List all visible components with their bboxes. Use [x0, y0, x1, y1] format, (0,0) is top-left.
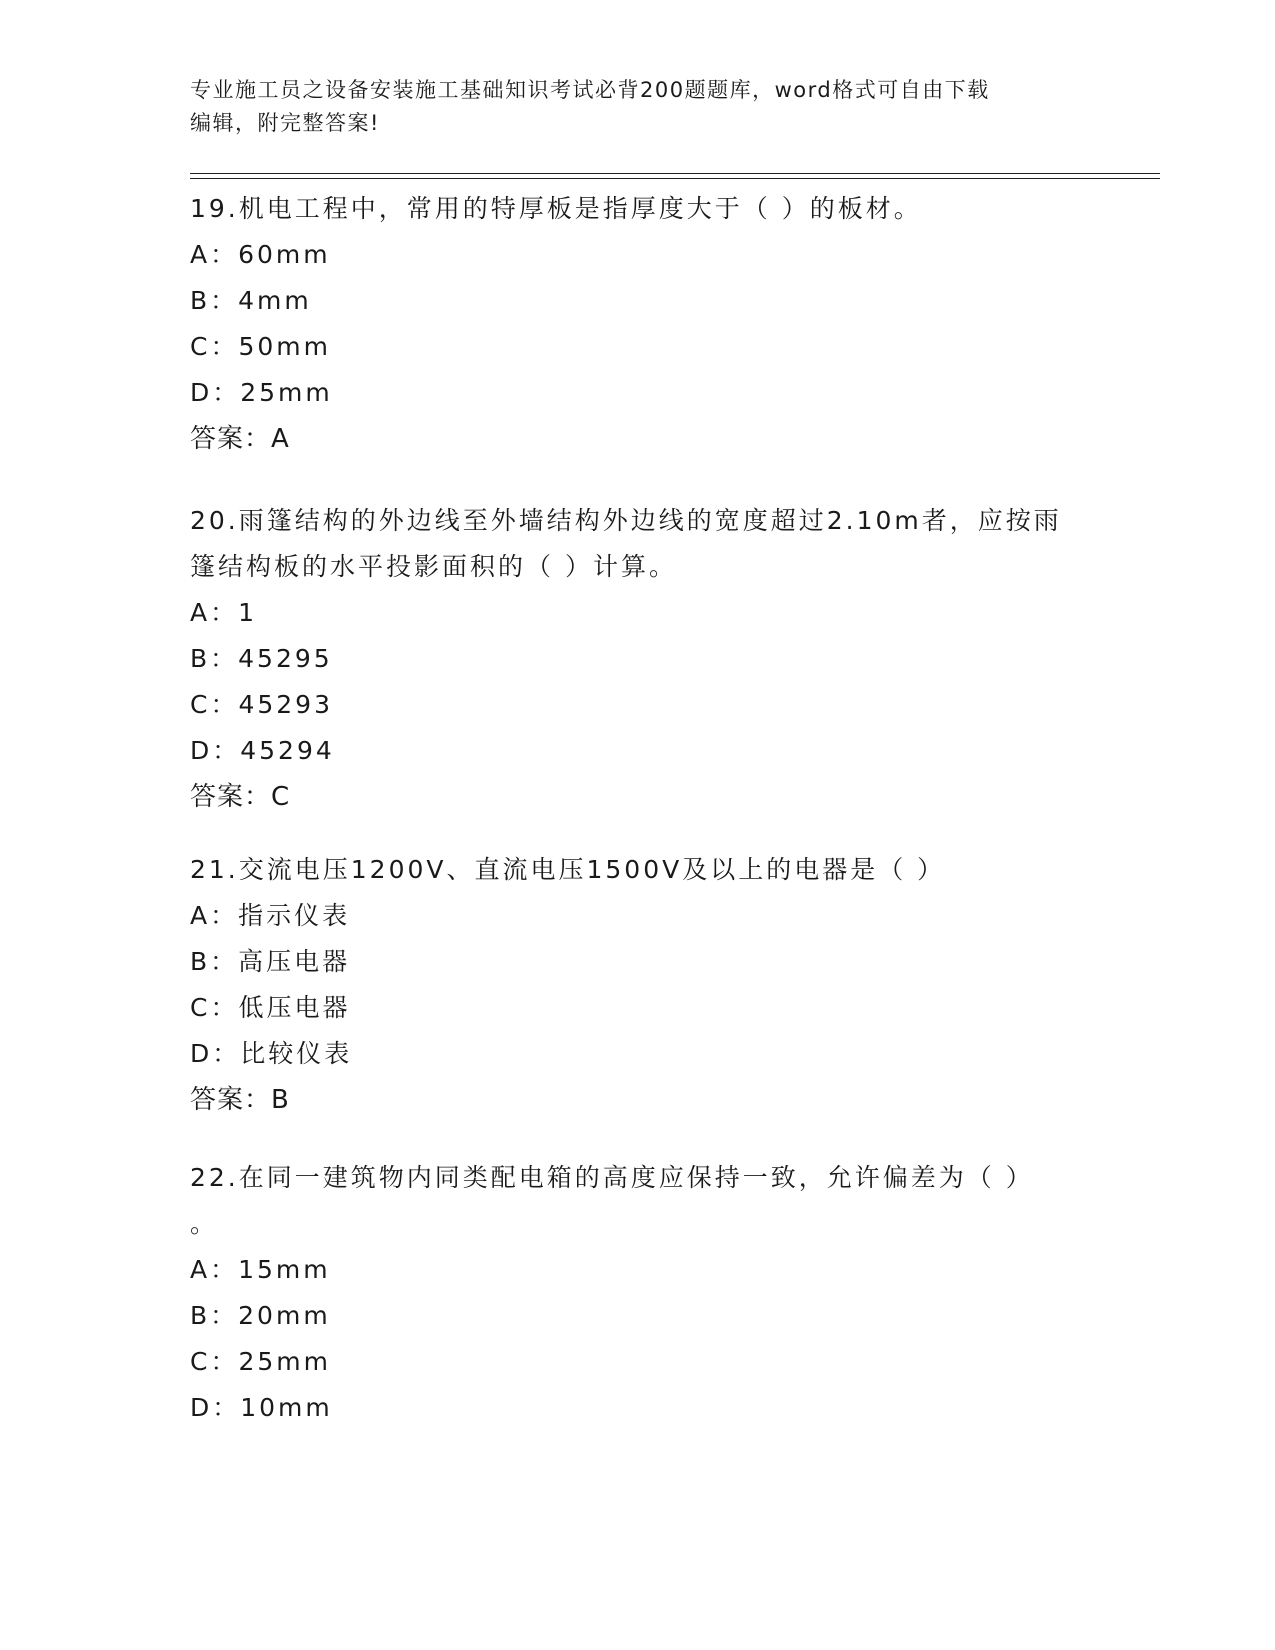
- question-stem-line-1: 20.雨篷结构的外边线至外墙结构外边线的宽度超过2.10m者，应按雨: [190, 506, 1062, 535]
- option-d: D：10mm: [190, 1393, 333, 1422]
- question-22: [190, 1155, 1090, 1431]
- option-a: A：15mm: [190, 1255, 331, 1284]
- header-line-2: 编辑，附完整答案!: [190, 111, 380, 135]
- option-b: B：45295: [190, 644, 333, 673]
- option-a: A：60mm: [190, 240, 331, 269]
- question-20: [190, 498, 1090, 820]
- question-stem: 21.交流电压1200V、直流电压1500V及以上的电器是（ ）: [190, 855, 946, 884]
- question-stem-line-2: 。: [190, 1209, 219, 1238]
- option-d: D：45294: [190, 736, 335, 765]
- question-stem-line-1: 22.在同一建筑物内同类配电箱的高度应保持一致，允许偏差为（ ）: [190, 1163, 1034, 1192]
- answer-label: 答案：B: [190, 1085, 290, 1115]
- header-divider-bottom: [190, 178, 1160, 179]
- option-d: D：比较仪表: [190, 1039, 353, 1068]
- option-b: B：20mm: [190, 1301, 331, 1330]
- option-b: B：高压电器: [190, 947, 351, 976]
- document-header: [190, 74, 1090, 140]
- option-d: D：25mm: [190, 378, 333, 407]
- question-stem-line-2: 篷结构板的水平投影面积的（ ）计算。: [190, 552, 677, 581]
- option-c: C：50mm: [190, 332, 331, 361]
- option-c: C：45293: [190, 690, 333, 719]
- question-19: [190, 186, 1090, 462]
- option-c: C：25mm: [190, 1347, 331, 1376]
- question-stem: 19.机电工程中，常用的特厚板是指厚度大于（ ）的板材。: [190, 194, 922, 223]
- option-a: A：指示仪表: [190, 901, 351, 930]
- header-line-1: 专业施工员之设备安装施工基础知识考试必背200题题库，word格式可自由下载: [190, 78, 990, 102]
- question-21: [190, 847, 1090, 1123]
- option-b: B：4mm: [190, 286, 312, 315]
- header-divider-top: [190, 173, 1160, 174]
- option-a: A：1: [190, 598, 258, 627]
- answer-label: 答案：A: [190, 424, 290, 454]
- answer-label: 答案：C: [190, 782, 291, 812]
- option-c: C：低压电器: [190, 993, 351, 1022]
